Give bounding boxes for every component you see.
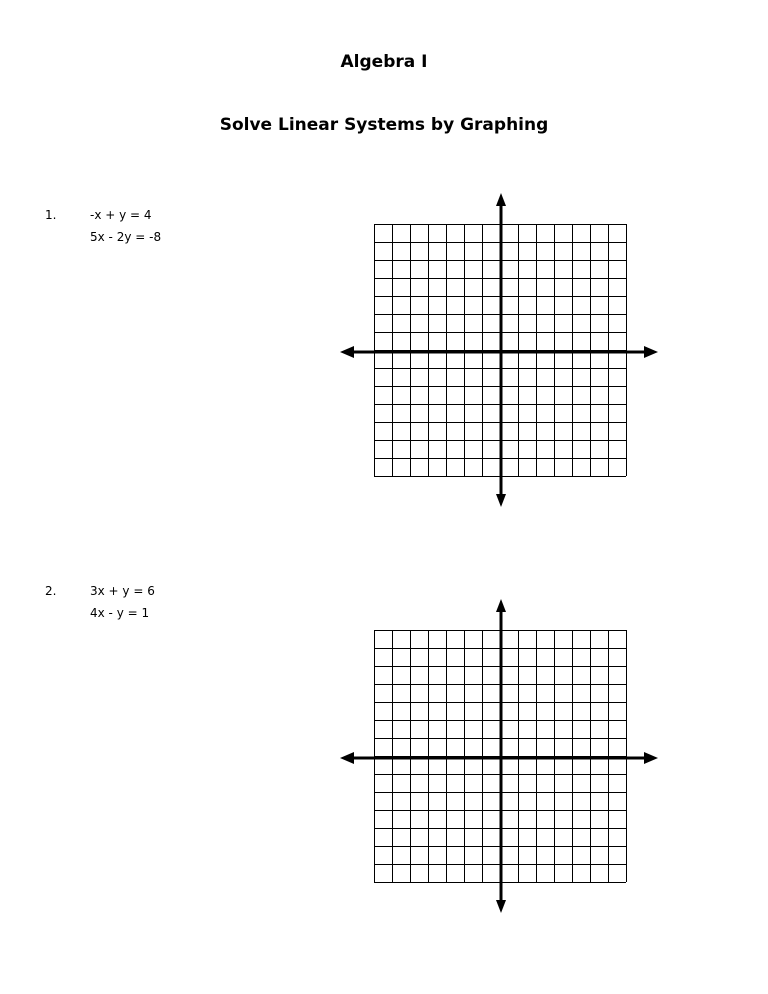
y-axis-bottom-arrow <box>496 900 506 913</box>
equation-2: 5x - 2y = -8 <box>90 230 162 244</box>
worksheet-title: Algebra I <box>340 52 428 72</box>
problem-number: 2. <box>45 584 57 598</box>
worksheet-subtitle: Solve Linear Systems by Graphing <box>219 115 549 135</box>
problem-number: 1. <box>45 208 57 222</box>
coordinate-grid-1 <box>336 190 662 510</box>
x-axis-right-arrow <box>644 346 658 358</box>
y-axis-top-arrow <box>496 599 506 612</box>
y-axis-bottom-arrow <box>496 494 506 507</box>
x-axis-left-arrow <box>340 346 354 358</box>
x-axis-right-arrow <box>644 752 658 764</box>
x-axis-left-arrow <box>340 752 354 764</box>
problem-2 <box>0 584 330 644</box>
equation-2: 4x - y = 1 <box>90 606 150 620</box>
coordinate-grid-2 <box>336 596 662 916</box>
equation-1: 3x + y = 6 <box>90 584 155 598</box>
y-axis-top-arrow <box>496 193 506 206</box>
coordinate-plane-graphic <box>336 190 662 510</box>
problem-1 <box>0 208 330 268</box>
coordinate-plane-graphic <box>336 596 662 916</box>
equation-1: -x + y = 4 <box>90 208 152 222</box>
